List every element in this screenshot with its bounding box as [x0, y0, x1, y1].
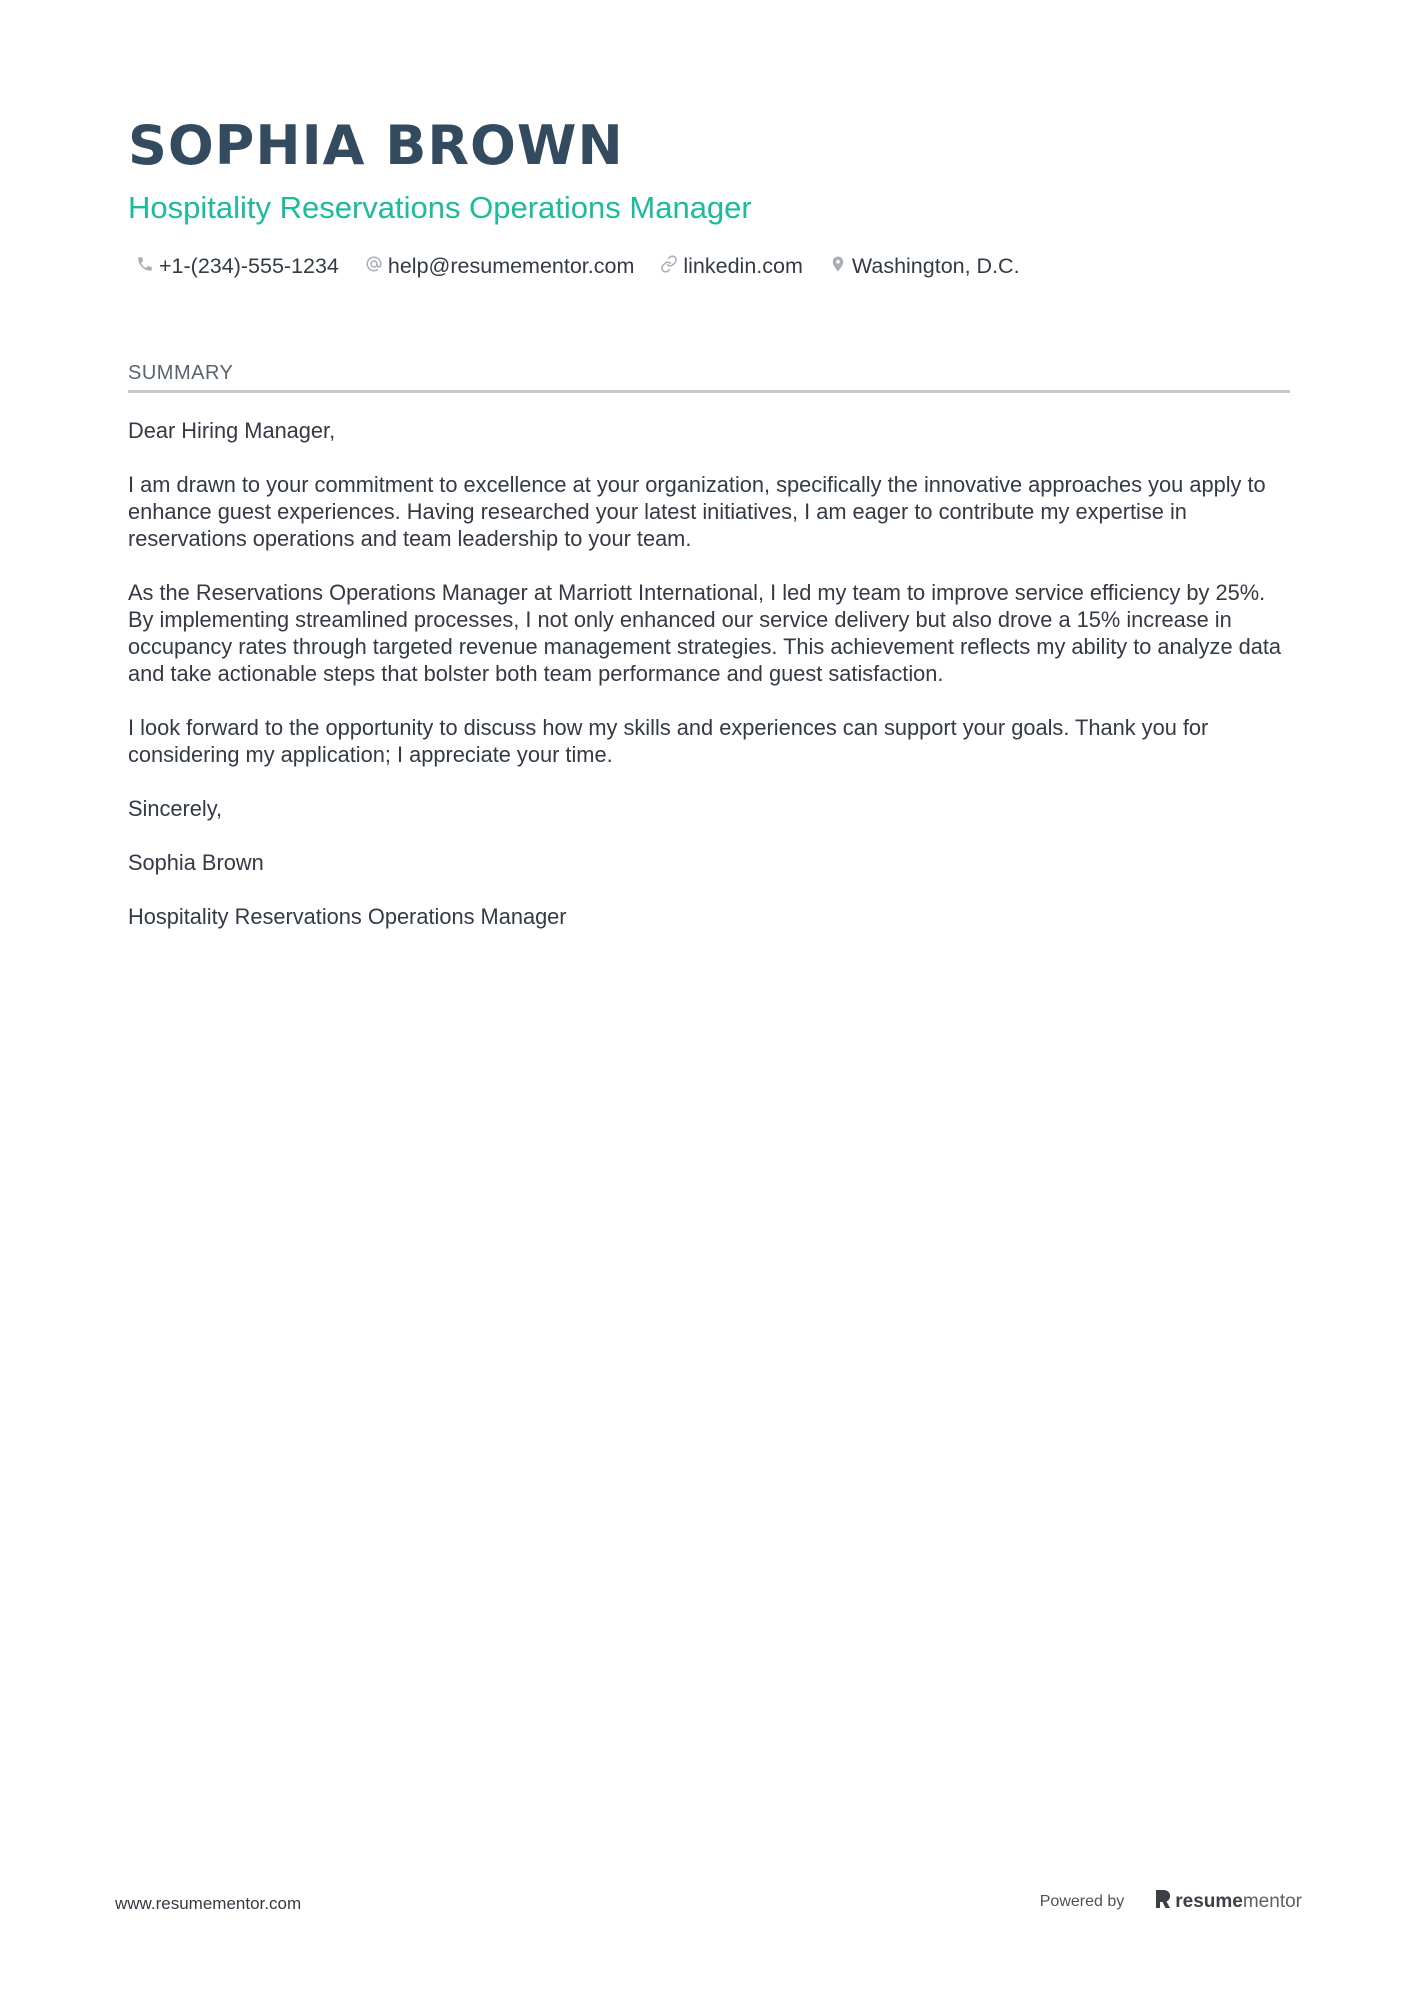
link-icon	[660, 254, 683, 279]
contact-linkedin	[660, 254, 803, 279]
phone-icon	[136, 254, 159, 279]
linkedin-link: linkedin.com	[683, 253, 803, 278]
resume-header	[128, 110, 1288, 284]
footer-branding	[1040, 1888, 1302, 1916]
contact-phone	[136, 254, 339, 279]
contact-location	[829, 254, 1020, 279]
at-icon	[365, 254, 388, 279]
letter-paragraph: I look forward to the opportunity to discuss how my skills and experiences can support your goals. Thank you for considering my application; I appreciate your time.	[128, 715, 1209, 767]
phone-number: +1-(234)-555-1234	[159, 253, 339, 278]
location-text: Washington, D.C.	[851, 253, 1020, 278]
location-pin-icon	[829, 254, 852, 279]
logo-text-mentor: mentor	[1242, 1891, 1302, 1912]
cover-letter-body	[128, 417, 1290, 930]
signature-name: Sophia Brown	[128, 850, 264, 875]
footer-website[interactable]: www.resumementor.com	[115, 1894, 302, 1913]
letter-paragraph: I am drawn to your commitment to excellence at your organization, specifically the innovative approaches you apply to enhance guest experiences. Having researched your latest initiatives, I am eager to contribute my expertise in reservations operations and team leadership to your team.	[128, 472, 1266, 551]
letter-paragraph: As the Reservations Operations Manager at Marriott International, I led my team to improve service efficiency by 25%. By implementing streamlined processes, I not only enhanced our service delivery but also drove a 15% increase in occupancy rates through targeted revenue management strategies. This achievement reflects my ability to analyze data and take actionable steps that bolster both team performance and guest satisfaction.	[128, 580, 1282, 686]
candidate-job-title: Hospitality Reservations Operations Manager	[128, 190, 752, 225]
candidate-name: SOPHIA BROWN	[128, 114, 624, 177]
letter-greeting: Dear Hiring Manager,	[128, 418, 336, 443]
summary-section	[128, 360, 1290, 957]
email-address: help@resumementor.com	[387, 253, 635, 278]
section-heading: SUMMARY	[128, 360, 1290, 393]
letter-closing: Sincerely,	[128, 796, 223, 821]
signature-title: Hospitality Reservations Operations Manager	[128, 904, 567, 929]
contact-email	[365, 254, 634, 279]
resumementor-logo[interactable]	[1154, 1888, 1302, 1916]
logo-mark-icon	[1154, 1888, 1175, 1916]
powered-by-label: Powered by	[1039, 1893, 1125, 1910]
contact-info-bar	[128, 248, 1288, 284]
logo-text-resume: resume	[1175, 1891, 1243, 1912]
